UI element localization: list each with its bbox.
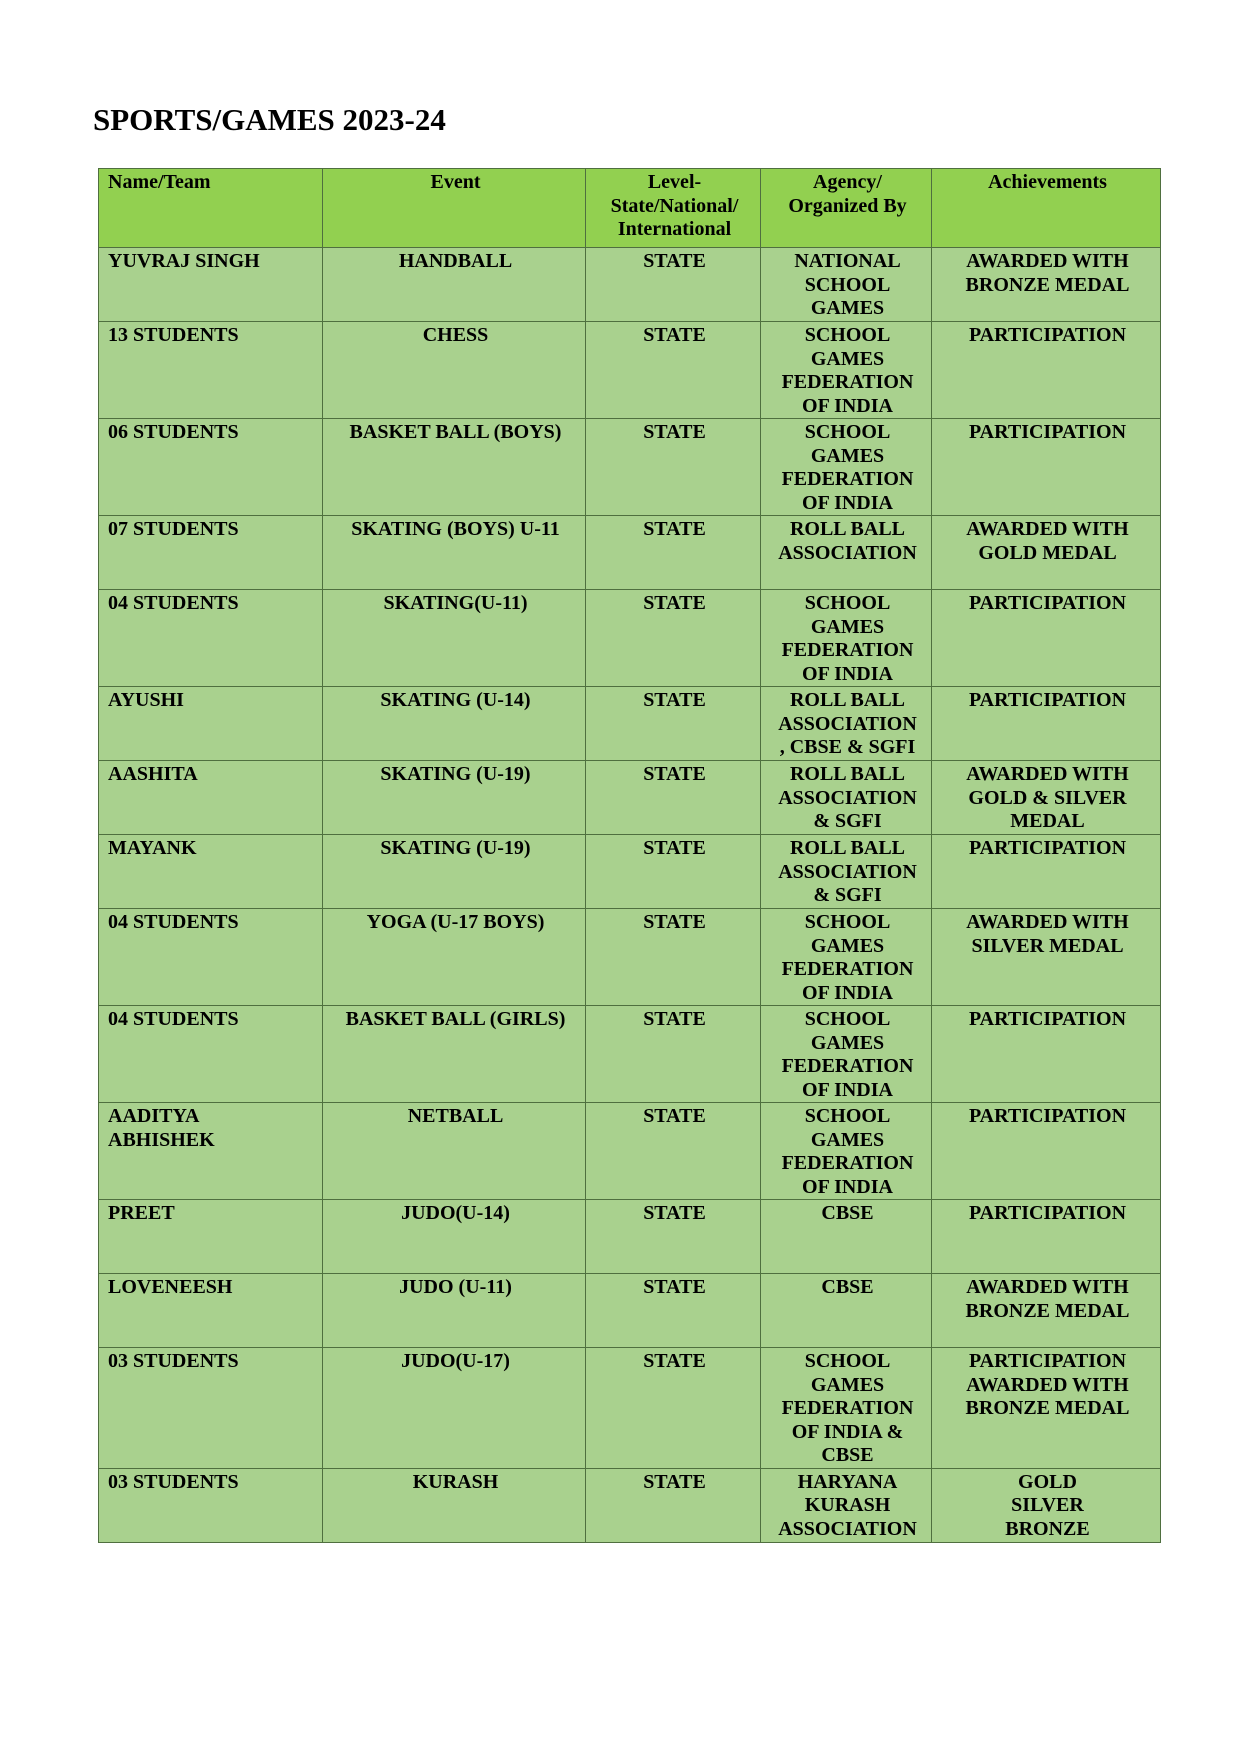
cell-text: STATE — [643, 324, 706, 346]
cell-text: PARTICIPATION — [968, 592, 1127, 614]
cell-level — [586, 835, 761, 909]
cell-agency — [761, 1274, 932, 1348]
cell-text: PARTICIPATION — [968, 1008, 1127, 1030]
cell-text: AWARDED WITH — [966, 250, 1129, 272]
cell-name-team — [99, 1274, 323, 1348]
cell-text: SKATING(U-11) — [383, 592, 528, 614]
cell-text: STATE — [643, 1202, 706, 1224]
table-row — [99, 322, 1161, 419]
header-text: Event — [430, 171, 481, 193]
cell-event — [323, 1348, 586, 1469]
cell-level — [586, 1468, 761, 1542]
cell-text: OF INDIA — [802, 491, 893, 514]
cell-event — [323, 1200, 586, 1274]
cell-level — [586, 419, 761, 516]
cell-text: CBSE — [821, 1202, 874, 1224]
header-text: Name/Team — [108, 171, 211, 193]
cell-text: BRONZE MEDAL — [965, 273, 1130, 296]
cell-name-team — [99, 1348, 323, 1469]
sports-table — [98, 168, 1161, 1543]
cell-agency — [761, 322, 932, 419]
cell-text: STATE — [643, 763, 706, 785]
table-row — [99, 516, 1161, 590]
cell-text: AYUSHI — [108, 689, 184, 711]
cell-text: OF INDIA — [802, 394, 893, 417]
cell-achievements — [932, 1274, 1161, 1348]
cell-text: SCHOOL — [804, 324, 891, 346]
column-header-event — [323, 169, 586, 248]
cell-name-team — [99, 1006, 323, 1103]
cell-text: AWARDED WITH — [966, 763, 1129, 785]
cell-level — [586, 1006, 761, 1103]
cell-agency — [761, 1468, 932, 1542]
cell-text: SCHOOL — [804, 1008, 891, 1030]
header-text: Achievements — [988, 171, 1107, 193]
cell-text: FEDERATION — [781, 1055, 914, 1077]
cell-text: JUDO(U-17) — [401, 1350, 510, 1372]
cell-name-team — [99, 1468, 323, 1542]
cell-text: ASSOCIATION — [778, 712, 917, 735]
table-row — [99, 1006, 1161, 1103]
cell-agency — [761, 835, 932, 909]
table-body — [99, 248, 1161, 1543]
cell-text: PARTICIPATION — [968, 324, 1127, 346]
cell-text: BASKET BALL (GIRLS) — [345, 1008, 566, 1030]
cell-text: GAMES — [810, 1031, 885, 1054]
cell-level — [586, 1200, 761, 1274]
cell-text: STATE — [643, 1105, 706, 1127]
cell-name-team — [99, 590, 323, 687]
cell-text: & SGFI — [813, 810, 882, 832]
cell-name-team — [99, 761, 323, 835]
cell-level — [586, 590, 761, 687]
cell-agency — [761, 419, 932, 516]
column-header-achievements — [932, 169, 1161, 248]
cell-text: 03 STUDENTS — [108, 1350, 239, 1372]
cell-achievements — [932, 687, 1161, 761]
cell-level — [586, 687, 761, 761]
table-row — [99, 1468, 1161, 1542]
column-header-level — [586, 169, 761, 248]
cell-text: PARTICIPATION — [968, 421, 1127, 443]
cell-text: OF INDIA — [802, 662, 893, 685]
cell-achievements — [932, 909, 1161, 1006]
cell-text: OF INDIA — [802, 1175, 893, 1198]
cell-text: STATE — [643, 689, 706, 711]
cell-text: 06 STUDENTS — [108, 421, 239, 443]
cell-text: YUVRAJ SINGH — [108, 250, 260, 272]
cell-text: ROLL BALL — [789, 689, 906, 711]
header-text: Agency/ — [813, 171, 882, 193]
cell-agency — [761, 687, 932, 761]
cell-text: AWARDED WITH — [966, 1276, 1129, 1298]
cell-agency — [761, 1006, 932, 1103]
cell-text: PARTICIPATION — [968, 1202, 1127, 1224]
cell-text: ASSOCIATION — [778, 1517, 917, 1540]
cell-event — [323, 1103, 586, 1200]
header-row — [99, 169, 1161, 248]
cell-name-team — [99, 248, 323, 322]
cell-text: SKATING (U-19) — [380, 837, 531, 859]
cell-text: HARYANA — [797, 1470, 898, 1493]
header-text: Level- — [647, 171, 702, 193]
cell-text: SKATING (BOYS) U-11 — [351, 518, 560, 540]
cell-level — [586, 1348, 761, 1469]
cell-text: GAMES — [810, 444, 885, 467]
cell-text: HANDBALL — [398, 250, 513, 272]
cell-text: PARTICIPATION — [968, 689, 1127, 711]
cell-event — [323, 590, 586, 687]
cell-achievements — [932, 1200, 1161, 1274]
cell-text: ROLL BALL — [789, 763, 906, 785]
cell-text: STATE — [643, 421, 706, 443]
cell-event — [323, 1006, 586, 1103]
table-row — [99, 1274, 1161, 1348]
cell-text: SKATING (U-19) — [380, 763, 531, 785]
cell-agency — [761, 516, 932, 590]
cell-text: AWARDED WITH — [966, 911, 1129, 933]
cell-text: KURASH — [804, 1494, 891, 1516]
cell-text: PARTICIPATION — [968, 837, 1127, 859]
cell-text: BRONZE — [1005, 1517, 1090, 1540]
cell-text: 04 STUDENTS — [108, 1008, 239, 1030]
cell-name-team — [99, 687, 323, 761]
cell-text: CBSE — [821, 1276, 874, 1298]
table-header — [99, 169, 1161, 248]
cell-level — [586, 516, 761, 590]
cell-text: KURASH — [412, 1470, 499, 1493]
cell-text: FEDERATION — [781, 1152, 914, 1174]
cell-name-team — [99, 1200, 323, 1274]
cell-text: SILVER — [1011, 1494, 1084, 1516]
cell-level — [586, 248, 761, 322]
cell-text: STATE — [643, 1276, 706, 1298]
cell-text: LOVENEESH — [108, 1276, 233, 1298]
cell-text: ROLL BALL — [789, 837, 906, 859]
cell-text: ASSOCIATION — [778, 786, 917, 809]
table-row — [99, 761, 1161, 835]
cell-text: NATIONAL — [794, 250, 901, 272]
cell-text: BASKET BALL (BOYS) — [349, 421, 562, 443]
cell-text: BRONZE MEDAL — [965, 1397, 1130, 1419]
cell-text: AASHITA — [108, 763, 198, 785]
cell-text: 07 STUDENTS — [108, 518, 239, 540]
cell-text: OF INDIA & — [791, 1420, 904, 1443]
cell-agency — [761, 1103, 932, 1200]
cell-agency — [761, 248, 932, 322]
table-row — [99, 687, 1161, 761]
cell-text: OF INDIA — [802, 1078, 893, 1101]
cell-agency — [761, 1348, 932, 1469]
cell-event — [323, 322, 586, 419]
cell-text: PARTICIPATION — [968, 1350, 1127, 1372]
cell-text: PARTICIPATION — [968, 1105, 1127, 1127]
cell-level — [586, 1274, 761, 1348]
cell-event — [323, 1468, 586, 1542]
cell-text: GOLD & SILVER — [968, 786, 1127, 809]
cell-achievements — [932, 516, 1161, 590]
cell-text: GAMES — [810, 934, 885, 957]
cell-achievements — [932, 248, 1161, 322]
cell-text: ASSOCIATION — [778, 860, 917, 883]
cell-text: ABHISHEK — [108, 1128, 215, 1151]
header-text: State/National/ — [610, 194, 739, 217]
cell-text: YOGA (U-17 BOYS) — [366, 911, 545, 933]
cell-achievements — [932, 419, 1161, 516]
cell-text: 04 STUDENTS — [108, 592, 239, 614]
cell-event — [323, 687, 586, 761]
table-row — [99, 590, 1161, 687]
cell-agency — [761, 1200, 932, 1274]
cell-text: GOLD — [1018, 1470, 1077, 1493]
cell-text: OF INDIA — [802, 981, 893, 1004]
cell-agency — [761, 590, 932, 687]
cell-text: CHESS — [422, 324, 489, 346]
cell-level — [586, 909, 761, 1006]
cell-text: CBSE — [821, 1444, 874, 1466]
cell-event — [323, 419, 586, 516]
cell-name-team — [99, 322, 323, 419]
cell-text: FEDERATION — [781, 468, 914, 490]
cell-event — [323, 909, 586, 1006]
cell-text: GAMES — [810, 347, 885, 370]
cell-text: FEDERATION — [781, 371, 914, 393]
cell-achievements — [932, 590, 1161, 687]
cell-text: MEDAL — [1010, 810, 1085, 832]
cell-text: GAMES — [810, 297, 885, 319]
cell-text: STATE — [643, 592, 706, 614]
cell-name-team — [99, 1103, 323, 1200]
table-row — [99, 1348, 1161, 1469]
cell-text: SCHOOL — [804, 911, 891, 933]
page-title: SPORTS/GAMES 2023-24 — [93, 102, 446, 137]
cell-event — [323, 1274, 586, 1348]
cell-text: JUDO (U-11) — [399, 1276, 512, 1298]
cell-text: ASSOCIATION — [778, 541, 917, 564]
cell-text: GOLD MEDAL — [978, 541, 1117, 564]
cell-text: STATE — [643, 518, 706, 540]
cell-text: NETBALL — [407, 1105, 504, 1127]
cell-event — [323, 516, 586, 590]
cell-text: GAMES — [810, 615, 885, 638]
cell-text: SCHOOL — [804, 1105, 891, 1127]
cell-text: 04 STUDENTS — [108, 911, 239, 933]
cell-text: 03 STUDENTS — [108, 1470, 239, 1493]
cell-achievements — [932, 1468, 1161, 1542]
table-row — [99, 419, 1161, 516]
cell-achievements — [932, 1348, 1161, 1469]
cell-agency — [761, 761, 932, 835]
column-header-name-team — [99, 169, 323, 248]
cell-text: SKATING (U-14) — [380, 689, 531, 711]
cell-name-team — [99, 516, 323, 590]
cell-event — [323, 248, 586, 322]
cell-agency — [761, 909, 932, 1006]
cell-achievements — [932, 322, 1161, 419]
cell-achievements — [932, 1103, 1161, 1200]
cell-text: FEDERATION — [781, 958, 914, 980]
cell-achievements — [932, 761, 1161, 835]
cell-text: STATE — [643, 250, 706, 272]
cell-text: FEDERATION — [781, 639, 914, 661]
cell-text: GAMES — [810, 1128, 885, 1151]
table-row — [99, 248, 1161, 322]
cell-text: STATE — [643, 837, 706, 859]
table-row — [99, 1103, 1161, 1200]
cell-text: STATE — [643, 1470, 706, 1493]
cell-text: AWARDED WITH — [966, 1373, 1129, 1396]
cell-event — [323, 835, 586, 909]
cell-name-team — [99, 419, 323, 516]
cell-text: SILVER MEDAL — [971, 934, 1124, 957]
cell-name-team — [99, 835, 323, 909]
cell-text: STATE — [643, 1008, 706, 1030]
cell-text: BRONZE MEDAL — [965, 1299, 1130, 1322]
cell-text: & SGFI — [813, 884, 882, 906]
cell-text: JUDO(U-14) — [401, 1202, 510, 1224]
cell-text: SCHOOL — [804, 1350, 891, 1372]
cell-text: ROLL BALL — [789, 518, 906, 540]
cell-name-team — [99, 909, 323, 1006]
cell-text: PREET — [108, 1202, 175, 1224]
cell-event — [323, 761, 586, 835]
cell-text: STATE — [643, 1350, 706, 1372]
cell-text: SCHOOL — [804, 273, 891, 296]
cell-text: MAYANK — [108, 837, 197, 859]
cell-text: AADITYA — [108, 1105, 200, 1127]
cell-text: SCHOOL — [804, 421, 891, 443]
column-header-agency — [761, 169, 932, 248]
header-text: International — [617, 218, 732, 240]
cell-text: GAMES — [810, 1373, 885, 1396]
cell-level — [586, 322, 761, 419]
cell-text: FEDERATION — [781, 1397, 914, 1419]
cell-text: 13 STUDENTS — [108, 324, 239, 346]
cell-text: STATE — [643, 911, 706, 933]
header-text: Organized By — [788, 194, 907, 217]
cell-text: AWARDED WITH — [966, 518, 1129, 540]
cell-level — [586, 1103, 761, 1200]
cell-achievements — [932, 1006, 1161, 1103]
table-row — [99, 835, 1161, 909]
table-row — [99, 1200, 1161, 1274]
cell-text: SCHOOL — [804, 592, 891, 614]
cell-text: , CBSE & SGFI — [779, 736, 916, 758]
cell-achievements — [932, 835, 1161, 909]
table-row — [99, 909, 1161, 1006]
cell-level — [586, 761, 761, 835]
